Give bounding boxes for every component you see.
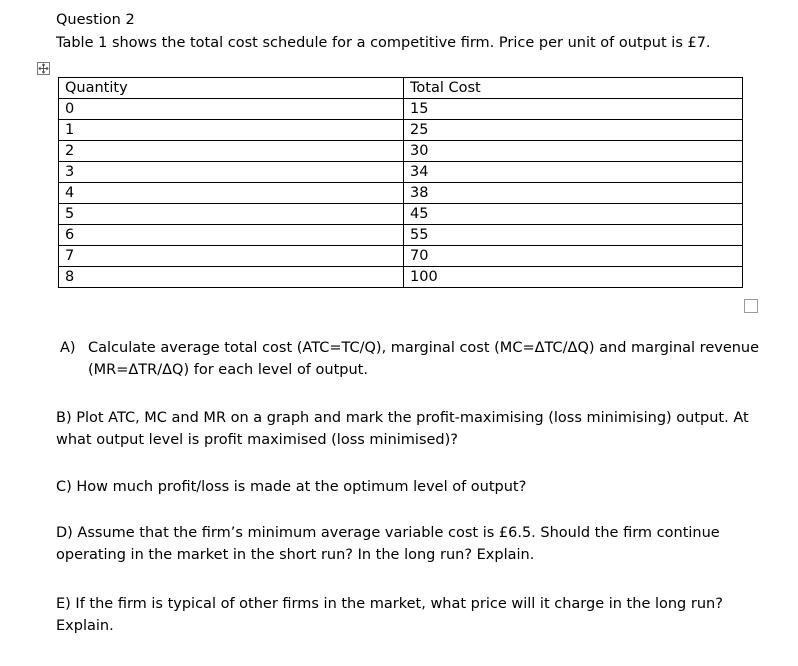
- total-cost-cell: 55: [404, 225, 743, 246]
- total-cost-cell: 38: [404, 183, 743, 204]
- part-a-text-line2: (MR=ΔTR/ΔQ) for each level of output.: [88, 362, 368, 378]
- quantity-cell: 0: [59, 99, 404, 120]
- quantity-cell: 5: [59, 204, 404, 225]
- part-d-text-line2: operating in the market in the short run? In the long run? Explain.: [56, 547, 535, 563]
- total-cost-cell: 70: [404, 246, 743, 267]
- part-e-text-line1: E) If the firm is typical of other firms in the market, what price will it charge in the long run?: [56, 596, 723, 612]
- question-title: Question 2: [56, 12, 135, 28]
- quantity-cell: 1: [59, 120, 404, 141]
- part-b-text-line2: what output level is profit maximised (loss minimised)?: [56, 432, 458, 448]
- cost-schedule-table: [58, 77, 743, 288]
- header-total-cost: Total Cost: [404, 78, 743, 99]
- table-header-row: [59, 78, 743, 99]
- part-a-text-line1: Calculate average total cost (ATC=TC/Q), marginal cost (MC=ΔTC/ΔQ) and marginal revenue: [88, 340, 760, 356]
- total-cost-cell: 45: [404, 204, 743, 225]
- total-cost-cell: 25: [404, 120, 743, 141]
- table-row: [59, 225, 743, 246]
- quantity-cell: 4: [59, 183, 404, 204]
- table-row: [59, 120, 743, 141]
- part-d-text-line1: D) Assume that the firm’s minimum average variable cost is £6.5. Should the firm continue: [56, 525, 720, 541]
- table-row: [59, 204, 743, 225]
- table-row: [59, 267, 743, 288]
- table-row: [59, 162, 743, 183]
- table-row: [59, 99, 743, 120]
- table-move-handle-icon[interactable]: [37, 62, 50, 75]
- question-intro: Table 1 shows the total cost schedule for a competitive firm. Price per unit of output is £7.: [56, 35, 711, 51]
- part-a-label: A): [60, 340, 76, 356]
- table-row: [59, 141, 743, 162]
- table-row: [59, 183, 743, 204]
- quantity-cell: 7: [59, 246, 404, 267]
- part-e-text-line2: Explain.: [56, 618, 114, 634]
- part-c-text: C) How much profit/loss is made at the optimum level of output?: [56, 479, 527, 495]
- total-cost-cell: 30: [404, 141, 743, 162]
- quantity-cell: 2: [59, 141, 404, 162]
- quantity-cell: 8: [59, 267, 404, 288]
- table-resize-handle[interactable]: [744, 299, 758, 313]
- table-row: [59, 246, 743, 267]
- total-cost-cell: 34: [404, 162, 743, 183]
- total-cost-cell: 100: [404, 267, 743, 288]
- quantity-cell: 3: [59, 162, 404, 183]
- quantity-cell: 6: [59, 225, 404, 246]
- total-cost-cell: 15: [404, 99, 743, 120]
- part-b-text-line1: B) Plot ATC, MC and MR on a graph and mark the profit-maximising (loss minimising) output. At: [56, 410, 749, 426]
- header-quantity: Quantity: [59, 78, 404, 99]
